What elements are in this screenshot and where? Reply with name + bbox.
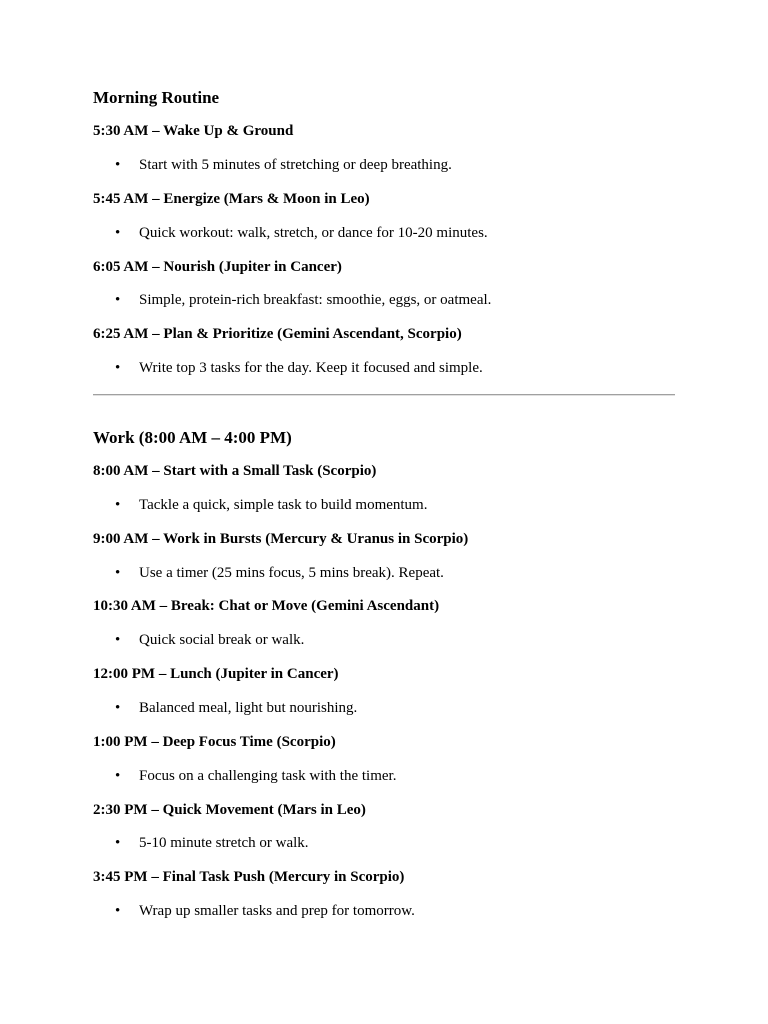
bullet-icon: • (115, 903, 121, 919)
item-heading: 10:30 AM – Break: Chat or Move (Gemini Ascendant) (93, 598, 440, 614)
item-heading: 3:45 PM – Final Task Push (Mercury in Scorpio) (93, 869, 405, 885)
bullet-icon: • (115, 292, 121, 308)
list-item-text: Focus on a challenging task with the timer. (139, 768, 397, 784)
item-heading: 8:00 AM – Start with a Small Task (Scorpio) (93, 463, 377, 479)
list-item-text: Simple, protein-rich breakfast: smoothie, eggs, or oatmeal. (139, 292, 492, 308)
list-item-text: Tackle a quick, simple task to build momentum. (139, 497, 428, 513)
list-item-text: Wrap up smaller tasks and prep for tomorrow. (139, 903, 415, 919)
list-item-text: 5-10 minute stretch or walk. (139, 835, 309, 851)
item-heading: 6:05 AM – Nourish (Jupiter in Cancer) (93, 259, 342, 275)
list-item-text: Use a timer (25 mins focus, 5 mins break). Repeat. (139, 565, 444, 581)
list-item-text: Balanced meal, light but nourishing. (139, 700, 358, 716)
item-heading: 9:00 AM – Work in Bursts (Mercury & Uranus in Scorpio) (93, 531, 469, 547)
item-heading: 5:30 AM – Wake Up & Ground (93, 123, 294, 139)
item-heading: 6:25 AM – Plan & Prioritize (Gemini Ascendant, Scorpio) (93, 326, 462, 342)
bullet-icon: • (115, 835, 121, 851)
bullet-icon: • (115, 157, 121, 173)
bullet-icon: • (115, 360, 121, 376)
item-heading: 1:00 PM – Deep Focus Time (Scorpio) (93, 734, 336, 750)
horizontal-divider (93, 394, 675, 396)
item-heading: 2:30 PM – Quick Movement (Mars in Leo) (93, 802, 366, 818)
section-title-morning: Morning Routine (93, 88, 220, 107)
bullet-icon: • (115, 565, 121, 581)
list-item-text: Write top 3 tasks for the day. Keep it focused and simple. (139, 360, 483, 376)
bullet-icon: • (115, 225, 121, 241)
section-title-work: Work (8:00 AM – 4:00 PM) (93, 428, 292, 447)
list-item-text: Start with 5 minutes of stretching or deep breathing. (139, 157, 452, 173)
item-heading: 5:45 AM – Energize (Mars & Moon in Leo) (93, 191, 370, 207)
list-item-text: Quick workout: walk, stretch, or dance for 10-20 minutes. (139, 225, 488, 241)
bullet-icon: • (115, 768, 121, 784)
item-heading: 12:00 PM – Lunch (Jupiter in Cancer) (93, 666, 339, 682)
bullet-icon: • (115, 497, 121, 513)
list-item-text: Quick social break or walk. (139, 632, 305, 648)
bullet-icon: • (115, 700, 121, 716)
bullet-icon: • (115, 632, 121, 648)
